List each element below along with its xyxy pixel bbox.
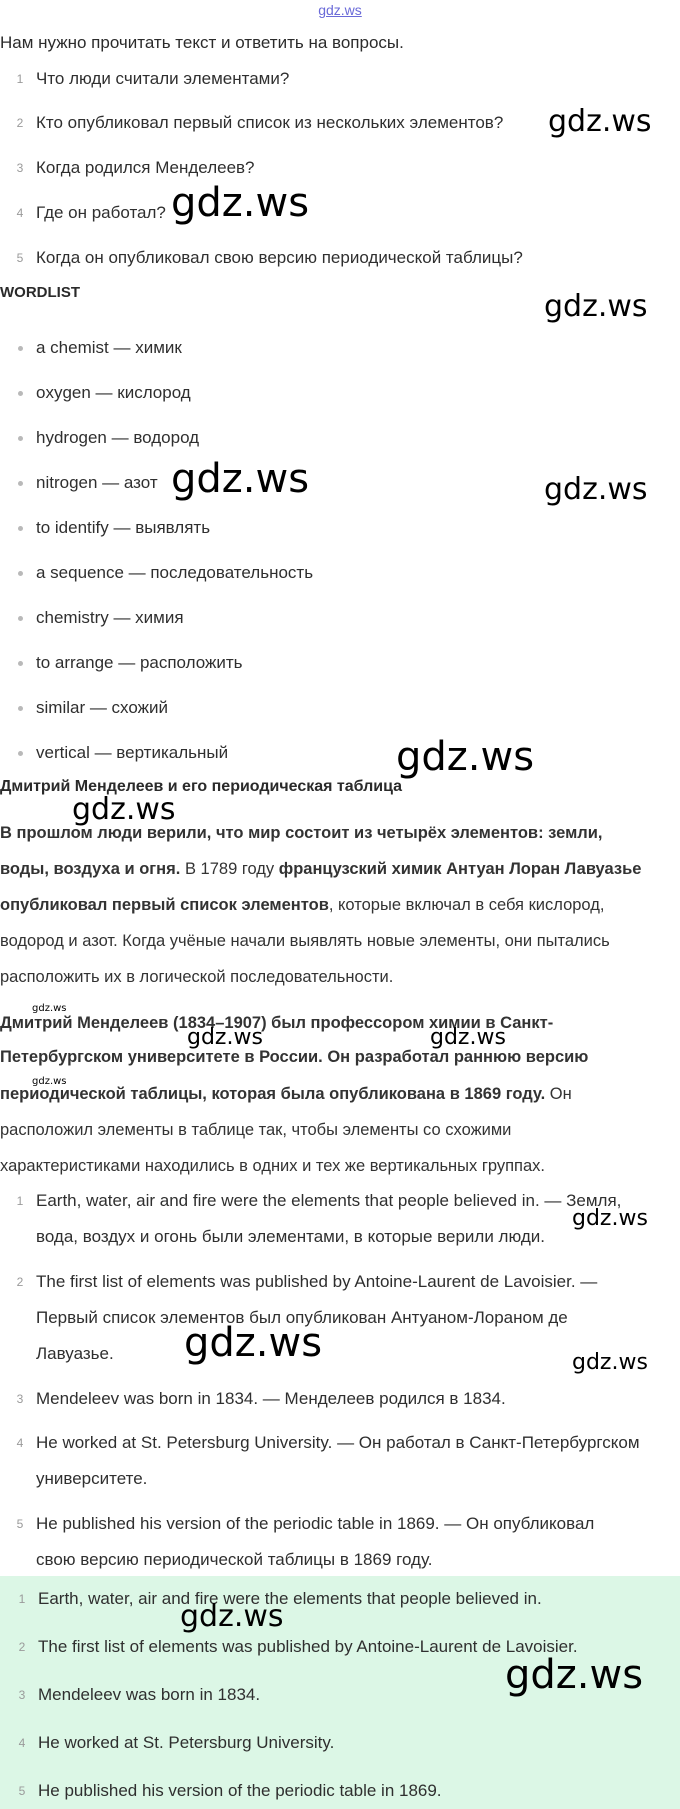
answer-number: 5 (16, 1517, 24, 1531)
watermark: gdz.ws (544, 472, 648, 507)
bold-fragment: воды, воздуха и огня. (0, 860, 181, 878)
question-number: 3 (16, 161, 24, 175)
text-title: Дмитрий Менделеев и его периодическая таблица (0, 778, 403, 795)
text-fragment: , которые включал в себя кислород, (328, 896, 605, 914)
answer-number: 3 (16, 1392, 24, 1406)
text-fragment: В 1789 году (180, 860, 279, 878)
final-answer-item (0, 1780, 680, 1802)
watermark: gdz.ws (572, 1206, 648, 1231)
question-text: Что люди считали элементами? (36, 69, 290, 88)
bullet-icon (18, 706, 23, 711)
final-answer-item (0, 1732, 680, 1754)
answer-line: Лавуазье. (36, 1344, 114, 1363)
bullet-icon (18, 571, 23, 576)
answer-line: университете. (36, 1469, 148, 1488)
watermark: gdz.ws (505, 1652, 644, 1698)
bullet-icon (18, 526, 23, 531)
wordlist-text: similar — схожий (36, 698, 168, 717)
wordlist-text: chemistry — химия (36, 608, 184, 627)
bullet-icon (18, 346, 23, 351)
question-text: Кто опубликовал первый список из нескольких элементов? (36, 113, 504, 132)
watermark: gdz.ws (171, 180, 310, 226)
wordlist-item (0, 562, 680, 584)
paragraph-line: водород и азот. Когда учёные начали выявлять новые элементы, они пытались (0, 932, 610, 950)
bullet-icon (18, 616, 23, 621)
paragraph-line (0, 858, 641, 880)
bold-fragment: опубликовал первый список элементов (0, 896, 329, 914)
wordlist-item (0, 607, 680, 629)
wordlist-text: to identify — выявлять (36, 518, 211, 537)
paragraph-line: Дмитрий Менделеев (1834–1907) был профессором химии в Санкт- (0, 1014, 554, 1032)
answer-line: He published his version of the periodic table in 1869. — Он опубликовал (36, 1514, 595, 1533)
final-answer-text: The first list of elements was published by Antoine-Laurent de Lavoisier. (38, 1637, 578, 1656)
watermark: gdz.ws (548, 104, 652, 139)
paragraph-line: характеристиками находились в одних и тех же вертикальных группах. (0, 1157, 545, 1175)
final-answer-text: Mendeleev was born in 1834. (38, 1685, 261, 1704)
bullet-icon (18, 751, 23, 756)
watermark: gdz.ws (396, 734, 535, 780)
final-answer-text: Earth, water, air and fire were the elements that people believed in. (38, 1589, 542, 1608)
answer-number: 4 (18, 1736, 26, 1750)
final-answer-text: He worked at St. Petersburg University. (38, 1733, 335, 1752)
paragraph-line: расположил элементы в таблице так, чтобы элементы со схожими (0, 1121, 512, 1139)
question-text: Где он работал? (36, 203, 166, 222)
top-watermark-link[interactable]: gdz.ws (318, 2, 362, 18)
answer-number: 5 (18, 1784, 26, 1798)
wordlist-title: WORDLIST (0, 284, 80, 301)
answer-line: Earth, water, air and fire were the elements that people believed in. — Земля, (36, 1191, 622, 1210)
question-item (0, 157, 680, 179)
wordlist-item (0, 517, 680, 539)
question-item (0, 202, 680, 224)
watermark: gdz.ws (184, 1320, 323, 1366)
wordlist-text: hydrogen — водород (36, 428, 200, 447)
question-number: 5 (16, 251, 24, 265)
bullet-icon (18, 391, 23, 396)
paragraph-line (0, 894, 604, 916)
wordlist-text: a sequence — последовательность (36, 563, 314, 582)
wordlist-item (0, 652, 680, 674)
answer-line: Первый список элементов был опубликован Антуаном-Лораном де (36, 1308, 568, 1327)
answer-line: свою версию периодической таблицы в 1869 году. (36, 1550, 433, 1569)
question-item (0, 247, 680, 269)
question-number: 1 (16, 72, 24, 86)
watermark: gdz.ws (430, 1025, 506, 1050)
answer-number: 1 (16, 1194, 24, 1208)
watermark: gdz.ws (572, 1350, 648, 1375)
paragraph-line (0, 1083, 572, 1105)
wordlist-text: nitrogen — азот (36, 473, 158, 492)
paragraph-line: В прошлом люди верили, что мир состоит из четырёх элементов: земли, (0, 824, 603, 842)
answer-number: 2 (16, 1275, 24, 1289)
answer-line: The first list of elements was published by Antoine-Laurent de Lavoisier. — (36, 1272, 598, 1291)
bullet-icon (18, 661, 23, 666)
wordlist-item (0, 382, 680, 404)
paragraph-line: расположить их в логической последовательности. (0, 968, 394, 986)
final-answer-item (0, 1588, 680, 1610)
wordlist-item (0, 697, 680, 719)
watermark: gdz.ws (72, 792, 176, 827)
answer-item (0, 1388, 680, 1410)
wordlist-item (0, 337, 680, 359)
wordlist-text: oxygen — кислород (36, 383, 191, 402)
wordlist-text: to arrange — расположить (36, 653, 243, 672)
answer-line: Mendeleev was born in 1834. — Менделеев родился в 1834. (36, 1389, 506, 1408)
answer-number: 3 (18, 1688, 26, 1702)
answer-item (0, 1432, 680, 1492)
bold-fragment: французский химик Антуан Лоран Лавуазье (278, 860, 642, 878)
bullet-icon (18, 481, 23, 486)
question-text: Когда он опубликовал свою версию периодической таблицы? (36, 248, 523, 267)
watermark: gdz.ws (32, 1076, 67, 1087)
final-answer-text: He published his version of the periodic table in 1869. (38, 1781, 442, 1800)
question-text: Когда родился Менделеев? (36, 158, 255, 177)
question-item (0, 68, 680, 90)
text-fragment: Он (545, 1085, 572, 1103)
watermark: gdz.ws (32, 1003, 67, 1014)
watermark: gdz.ws (544, 289, 648, 324)
watermark: gdz.ws (180, 1599, 284, 1634)
answer-number: 4 (16, 1436, 24, 1450)
bold-fragment: периодической таблицы, которая была опубликована в 1869 году. (0, 1085, 546, 1103)
answer-number: 2 (18, 1640, 26, 1654)
question-number: 4 (16, 206, 24, 220)
watermark: gdz.ws (187, 1025, 263, 1050)
wordlist-text: vertical — вертикальный (36, 743, 229, 762)
wordlist-text: a chemist — химик (36, 338, 182, 357)
intro-text: Нам нужно прочитать текст и ответить на вопросы. (0, 33, 404, 52)
wordlist-item (0, 427, 680, 449)
answer-line: He worked at St. Petersburg University. — Он работал в Санкт-Петербургском (36, 1433, 640, 1452)
answer-number: 1 (18, 1592, 26, 1606)
wordlist-item (0, 742, 680, 764)
watermark: gdz.ws (171, 456, 310, 502)
answer-line: вода, воздух и огонь были элементами, в которые верили люди. (36, 1227, 545, 1246)
paragraph-line: Петербургском университете в России. Он разработал раннюю версию (0, 1048, 589, 1066)
answer-item (0, 1513, 680, 1573)
bullet-icon (18, 436, 23, 441)
question-number: 2 (16, 116, 24, 130)
